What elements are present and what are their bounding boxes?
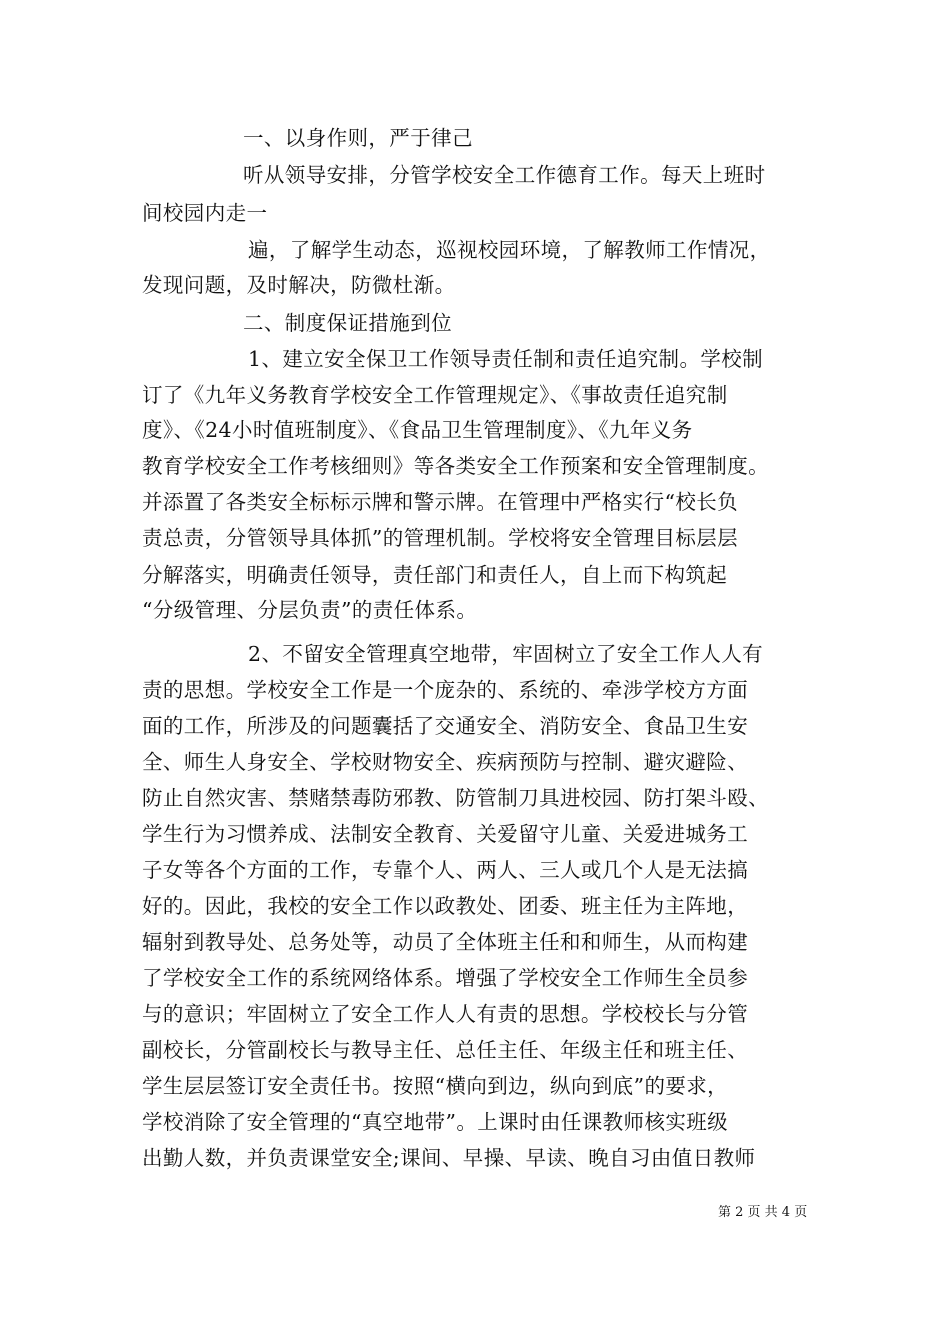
paragraph-line: 教育学校安全工作考核细则》等各类安全工作预案和安全管理制度。	[142, 454, 769, 478]
paragraph-line: 发现问题，及时解决，防微杜渐。	[142, 273, 456, 297]
paragraph-line: 并添置了各类安全标标示牌和警示牌。在管理中严格实行“校长负	[142, 490, 739, 514]
paragraph-line: “分级管理、分层负责”的责任体系。	[142, 598, 478, 622]
paragraph-line: 间校园内走一	[142, 201, 268, 225]
paragraph-line: 听从领导安排，分管学校安全工作德育工作。每天上班时	[243, 163, 766, 187]
page-number-footer: 第 2 页 共 4 页	[718, 1205, 808, 1220]
paragraph-line: 副校长，分管副校长与教导主任、总任主任、年级主任和班主任、	[142, 1038, 749, 1062]
paragraph-line: 分解落实，明确责任领导，责任部门和责任人，自上而下构筑起	[142, 563, 728, 587]
paragraph-line: 责总责，分管领导具体抓”的管理机制。学校将安全管理目标层层	[142, 526, 739, 550]
paragraph-line: 遍，了解学生动态，巡视校园环境，了解教师工作情况，	[248, 238, 771, 262]
heading-1: 一、以身作则，严于律己	[243, 126, 473, 150]
paragraph-line: 面的工作，所涉及的问题囊括了交通安全、消防安全、食品卫生安	[142, 714, 749, 738]
paragraph-line: 学生层层签订安全责任书。按照“横向到边，纵向到底”的要求，	[142, 1074, 729, 1098]
paragraph-line: 度》、《24小时值班制度》、《食品卫生管理制度》、《九年义务	[142, 418, 693, 442]
paragraph-line: 责的思想。学校安全工作是一个庞杂的、系统的、牵涉学校方方面	[142, 678, 749, 702]
paragraph-line: 与的意识；牢固树立了安全工作人人有责的思想。学校校长与分管	[142, 1002, 749, 1026]
paragraph-line: 辐射到教导处、总务处等，动员了全体班主任和和师生，从而构建	[142, 930, 749, 954]
paragraph-line: 1、建立安全保卫工作领导责任制和责任追究制。学校制	[248, 347, 764, 371]
paragraph-line: 防止自然灾害、禁赌禁毒防邪教、防管制刀具进校园、防打架斗殴、	[142, 786, 769, 810]
paragraph-line: 全、师生人身安全、学校财物安全、疾病预防与控制、避灾避险、	[142, 750, 749, 774]
paragraph-line: 2、不留安全管理真空地带，牢固树立了安全工作人人有	[248, 642, 764, 666]
paragraph-line: 出勤人数，并负责课堂安全;课间、早操、早读、晚自习由值日教师	[142, 1146, 756, 1170]
paragraph-line: 好的。因此，我校的安全工作以政教处、团委、班主任为主阵地，	[142, 894, 749, 918]
paragraph-line: 了学校安全工作的系统网络体系。增强了学校安全工作师生全员参	[142, 966, 749, 990]
paragraph-line: 子女等各个方面的工作，专靠个人、两人、三人或几个人是无法搞	[142, 858, 749, 882]
paragraph-line: 订了《九年义务教育学校安全工作管理规定》、《事故责任追究制	[142, 383, 728, 407]
heading-2: 二、制度保证措施到位	[243, 311, 452, 335]
paragraph-line: 学校消除了安全管理的“真空地带”。上课时由任课教师核实班级	[142, 1110, 729, 1134]
paragraph-line: 学生行为习惯养成、法制安全教育、关爱留守儿童、关爱进城务工	[142, 822, 749, 846]
